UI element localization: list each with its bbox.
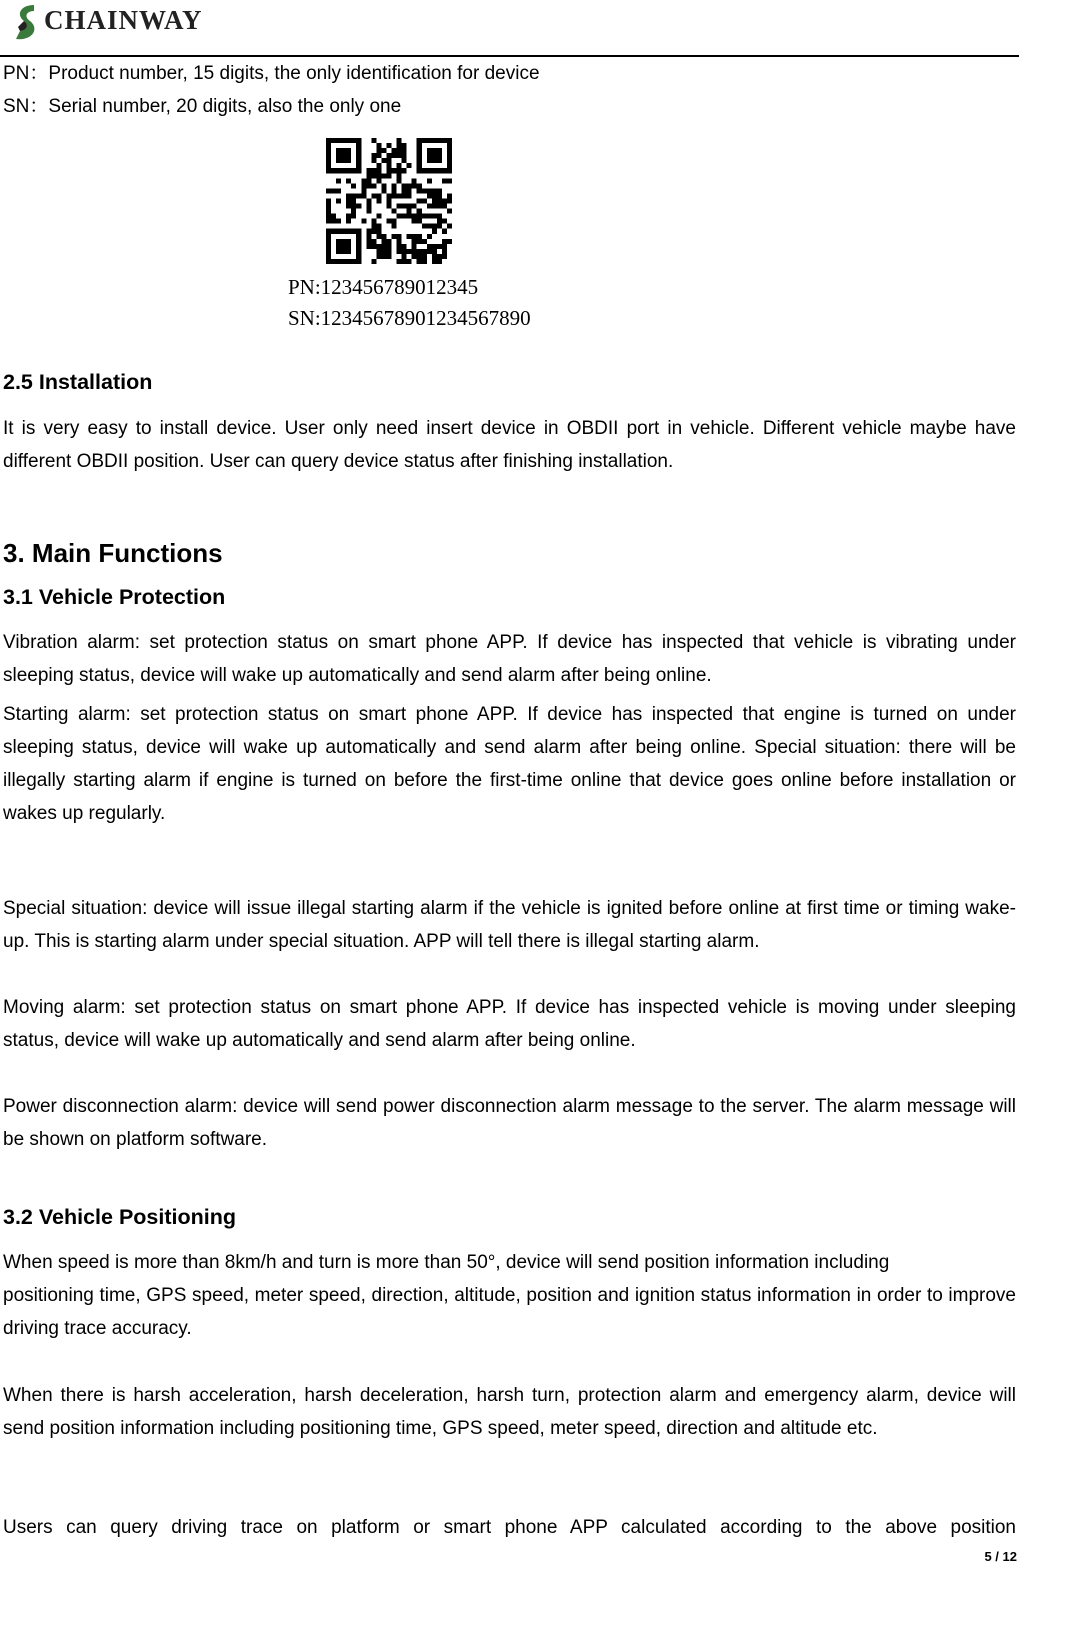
paragraph-special-situation: Special situation: device will issue illegal starting alarm if the vehicle is ignited before online at first time or timing wake-up. This is starting alarm under special situation. APP will tell there is illegal starting alarm.: [3, 898, 1016, 952]
sn-description: SN：Serial number, 20 digits, also the only one: [3, 96, 402, 117]
paragraph-positioning-4: Users can query driving trace on platform or smart phone APP calculated according to the above position: [3, 1517, 1016, 1538]
qr-code-image: [326, 138, 452, 264]
logo-text: CHAINWAY: [44, 5, 203, 35]
paragraph-positioning-2: positioning time, GPS speed, meter speed, direction, altitude, position and ignition status information in order to improve driving trace accuracy.: [3, 1285, 1016, 1339]
paragraph-positioning-3: When there is harsh acceleration, harsh deceleration, harsh turn, protection alarm and emergency alarm, device will send position information including positioning time, GPS speed, meter speed, direction and altitude etc.: [3, 1385, 1016, 1439]
paragraph-moving-alarm: Moving alarm: set protection status on smart phone APP. If device has inspected vehicle is moving under sleeping status, device will wake up automatically and send alarm after being online.: [3, 997, 1016, 1051]
section-heading-vehicle-positioning: 3.2 Vehicle Positioning: [3, 1205, 236, 1229]
chainway-logo-icon: [12, 3, 42, 43]
paragraph-vibration-alarm: Vibration alarm: set protection status on smart phone APP. If device has inspected that vehicle is vibrating under sleeping status, device will wake up automatically and send alarm after being online.: [3, 632, 1016, 686]
paragraph-positioning-1: When speed is more than 8km/h and turn is more than 50°, device will send position information including: [3, 1252, 890, 1273]
section-heading-main-functions: 3. Main Functions: [3, 538, 223, 568]
pn-description: PN：Product number, 15 digits, the only identification for device: [3, 63, 540, 84]
installation-paragraph: It is very easy to install device. User only need insert device in OBDII port in vehicle. Different vehicle maybe have different OBDII position. User can query device status after finishing installation.: [3, 418, 1016, 472]
page-number: 5 / 12: [984, 1549, 1017, 1564]
label-sn: SN:12345678901234567890: [288, 306, 531, 330]
label-pn: PN:123456789012345: [288, 275, 479, 299]
section-heading-vehicle-protection: 3.1 Vehicle Protection: [3, 585, 226, 609]
paragraph-starting-alarm: Starting alarm: set protection status on smart phone APP. If device has inspected that engine is turned on under sleeping status, device will wake up automatically and send alarm after being online. Special situation: there will be illegally starting alarm if engine is turned on before the first-time online that device goes online before installation or wakes up regularly.: [3, 704, 1016, 824]
section-heading-installation: 2.5 Installation: [3, 370, 153, 394]
paragraph-power-disconnection: Power disconnection alarm: device will send power disconnection alarm message to the server. The alarm message will be shown on platform software.: [3, 1096, 1016, 1150]
